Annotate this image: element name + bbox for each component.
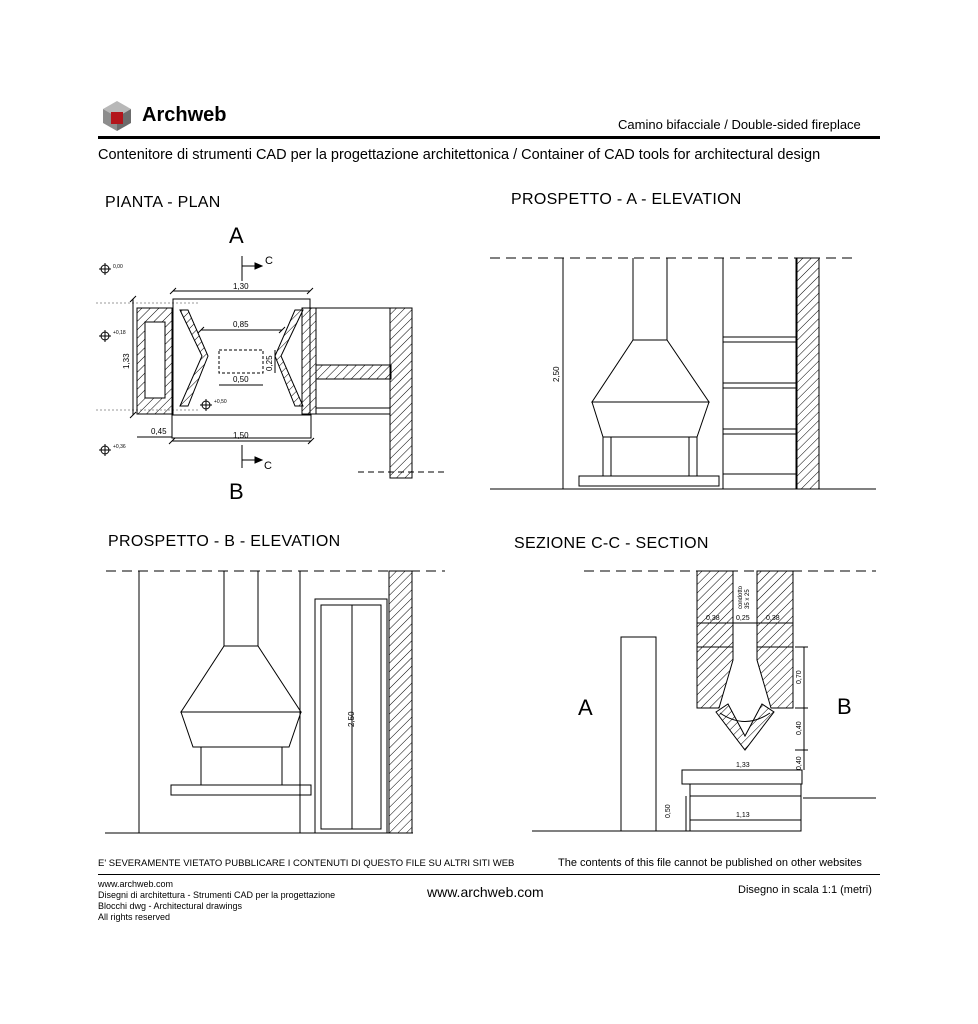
section-label-a: A	[578, 695, 593, 720]
plan-dim-0-85	[198, 320, 285, 333]
elev-b-dim-label: 2,50	[347, 711, 356, 727]
footer-rule	[98, 874, 880, 875]
footer-info-line3: Blocchi dwg - Architectural drawings	[98, 901, 243, 911]
plan-label-b: B	[229, 479, 244, 504]
level-marker-4	[99, 444, 126, 456]
section-mark-bottom	[242, 445, 272, 472]
plan-title: PIANTA - PLAN	[105, 194, 221, 211]
level-marker-4-label: +0,36	[113, 444, 126, 450]
level-marker-2-label: +0,18	[113, 330, 126, 336]
section-mark-top-label: C	[265, 255, 273, 267]
tagline: Contenitore di strumenti CAD per la progettazione architettonica / Container of CAD tools for architectural design	[98, 147, 821, 163]
scale-note: Disegno in scala 1:1 (metri)	[738, 884, 872, 896]
footer-info	[98, 879, 335, 923]
level-marker-2	[99, 330, 126, 342]
plan-dim-0-45	[137, 427, 172, 437]
elevation-a-drawing	[490, 258, 876, 489]
elevation-a-title: PROSPETTO - A - ELEVATION	[511, 191, 742, 208]
level-marker-1-label: 0,00	[113, 264, 123, 270]
elevation-b-drawing	[105, 571, 445, 833]
section-mark-bottom-label: C	[264, 460, 272, 472]
warning-english: The contents of this file cannot be published on other websites	[558, 857, 862, 869]
plan-label-a: A	[229, 223, 244, 248]
plan-drawing	[96, 223, 444, 504]
footer-info-site: www.archweb.com	[98, 879, 174, 889]
plan-dim-1-30-label: 1,30	[233, 282, 249, 291]
plan-dim-0-85-label: 0,85	[233, 320, 249, 329]
flue-note-line1: condotto	[738, 585, 744, 609]
section-dim-0-40-a: 0,40	[796, 721, 803, 735]
section-dim-0-70: 0,70	[796, 670, 803, 684]
plan-dim-0-50	[219, 375, 263, 385]
plan-dim-0-25	[265, 350, 275, 373]
plan-dim-1-30	[170, 282, 313, 294]
section-title: SEZIONE C-C - SECTION	[514, 535, 709, 552]
section-dim-1-13: 1,13	[736, 812, 750, 819]
elevation-b-title: PROSPETTO - B - ELEVATION	[108, 533, 341, 550]
elev-a-dim-label: 2,50	[552, 366, 561, 382]
section-drawing	[532, 571, 876, 831]
section-dim-0-25: 0,25	[736, 615, 750, 622]
plan-dim-0-25-label: 0,25	[265, 355, 274, 371]
section-mark-top	[242, 255, 273, 281]
plan-dim-1-33	[122, 296, 136, 418]
flue-note-line2: 35 x 25	[745, 589, 751, 609]
plan-dim-1-33-label: 1,33	[122, 353, 131, 369]
level-marker-3	[200, 399, 227, 411]
plan-dim-0-50-label: 0,50	[233, 375, 249, 384]
section-dim-1-33: 1,33	[736, 762, 750, 769]
plan-dim-1-50-label: 1,50	[233, 431, 249, 440]
plan-dim-0-45-label: 0,45	[151, 427, 167, 436]
warning-italian: E' SEVERAMENTE VIETATO PUBBLICARE I CONTENUTI DI QUESTO FILE SU ALTRI SITI WEB	[98, 858, 515, 869]
drawing-subject: Camino bifacciale / Double-sided fireplace	[618, 117, 861, 132]
footer-info-line2: Disegni di architettura - Strumenti CAD per la progettazione	[98, 890, 336, 900]
section-dim-0-38-b: 0,38	[766, 615, 780, 622]
level-marker-3-label: +0,50	[214, 399, 227, 405]
section-dim-0-38-a: 0,38	[706, 615, 720, 622]
brand-name: Archweb	[142, 104, 227, 126]
website-link[interactable]: www.archweb.com	[427, 884, 544, 900]
section-label-b: B	[837, 694, 852, 719]
level-marker-1	[99, 263, 123, 275]
section-dim-0-40-b: 0,40	[796, 756, 803, 770]
section-dim-0-50: 0,50	[665, 804, 672, 818]
elev-a-dim-2-50	[552, 258, 563, 489]
footer-info-line4: All rights reserved	[98, 912, 171, 922]
